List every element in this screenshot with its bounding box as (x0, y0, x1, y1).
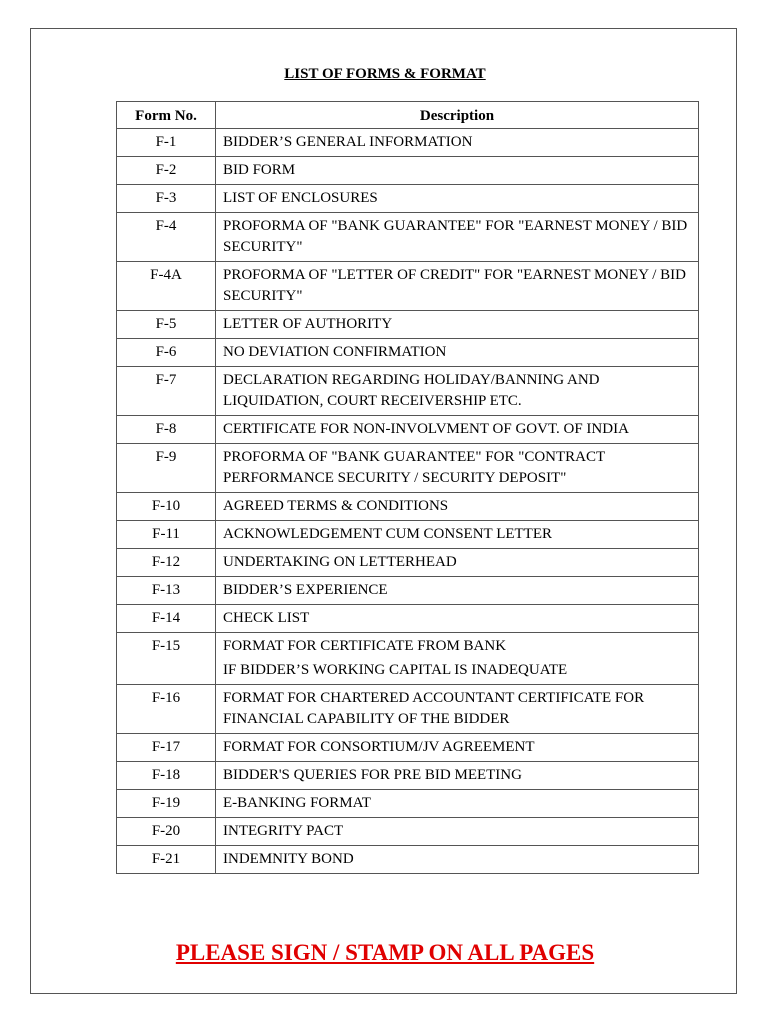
form-no-cell: F-4 (117, 213, 216, 262)
header-description: Description (216, 102, 699, 129)
table-row (117, 734, 699, 762)
form-no-cell: F-4A (117, 262, 216, 311)
form-no-cell: F-10 (117, 493, 216, 521)
description-cell: LIST OF ENCLOSURES (216, 185, 699, 213)
description-cell: PROFORMA OF "LETTER OF CREDIT" FOR "EARNEST MONEY / BID SECURITY" (216, 262, 699, 311)
table-row (117, 790, 699, 818)
table-row (117, 846, 699, 874)
form-no-cell: F-3 (117, 185, 216, 213)
form-no-cell: F-7 (117, 367, 216, 416)
table-row (117, 605, 699, 633)
table-row (117, 633, 699, 685)
description-cell: BIDDER'S QUERIES FOR PRE BID MEETING (216, 762, 699, 790)
form-no-cell: F-1 (117, 129, 216, 157)
form-no-cell: F-9 (117, 444, 216, 493)
table-row (117, 129, 699, 157)
description-cell: BIDDER’S EXPERIENCE (216, 577, 699, 605)
description-cell: CHECK LIST (216, 605, 699, 633)
sign-stamp-notice: PLEASE SIGN / STAMP ON ALL PAGES (175, 940, 595, 965)
table-row (117, 549, 699, 577)
description-line: FORMAT FOR CERTIFICATE FROM BANK (223, 638, 507, 654)
description-cell: LETTER OF AUTHORITY (216, 311, 699, 339)
table-row (117, 521, 699, 549)
table-row (117, 444, 699, 493)
table-row (117, 577, 699, 605)
description-cell: ACKNOWLEDGEMENT CUM CONSENT LETTER (216, 521, 699, 549)
form-no-cell: F-12 (117, 549, 216, 577)
table-row (117, 416, 699, 444)
table-header-row (117, 102, 699, 129)
table-row (117, 339, 699, 367)
form-no-cell: F-13 (117, 577, 216, 605)
form-no-cell: F-14 (117, 605, 216, 633)
description-cell: E-BANKING FORMAT (216, 790, 699, 818)
table-row (117, 685, 699, 734)
header-form-no: Form No. (117, 102, 216, 129)
form-no-cell: F-15 (117, 633, 216, 685)
table-row (117, 157, 699, 185)
table-row (117, 185, 699, 213)
form-no-cell: F-5 (117, 311, 216, 339)
form-no-cell: F-16 (117, 685, 216, 734)
form-no-cell: F-19 (117, 790, 216, 818)
description-line: IF BIDDER’S WORKING CAPITAL IS INADEQUATE (223, 662, 568, 678)
description-cell: PROFORMA OF "BANK GUARANTEE" FOR "EARNEST MONEY / BID SECURITY" (216, 213, 699, 262)
form-no-cell: F-8 (117, 416, 216, 444)
forms-table (116, 101, 699, 874)
description-cell: PROFORMA OF "BANK GUARANTEE" FOR "CONTRACT PERFORMANCE SECURITY / SECURITY DEPOSIT" (216, 444, 699, 493)
form-no-cell: F-21 (117, 846, 216, 874)
description-cell: INTEGRITY PACT (216, 818, 699, 846)
description-cell: FORMAT FOR CONSORTIUM/JV AGREEMENT (216, 734, 699, 762)
table-row (117, 367, 699, 416)
description-cell: FORMAT FOR CHARTERED ACCOUNTANT CERTIFICATE FOR FINANCIAL CAPABILITY OF THE BIDDER (216, 685, 699, 734)
description-cell: CERTIFICATE FOR NON-INVOLVMENT OF GOVT. OF INDIA (216, 416, 699, 444)
form-no-cell: F-2 (117, 157, 216, 185)
table-row (117, 818, 699, 846)
description-cell: UNDERTAKING ON LETTERHEAD (216, 549, 699, 577)
description-cell: DECLARATION REGARDING HOLIDAY/BANNING AND LIQUIDATION, COURT RECEIVERSHIP ETC. (216, 367, 699, 416)
form-no-cell: F-17 (117, 734, 216, 762)
description-cell: BIDDER’S GENERAL INFORMATION (216, 129, 699, 157)
table-row (117, 762, 699, 790)
form-no-cell: F-20 (117, 818, 216, 846)
table-row (117, 262, 699, 311)
description-cell: INDEMNITY BOND (216, 846, 699, 874)
description-cell: BID FORM (216, 157, 699, 185)
description-cell: NO DEVIATION CONFIRMATION (216, 339, 699, 367)
form-no-cell: F-6 (117, 339, 216, 367)
table-row (117, 213, 699, 262)
table-row (117, 493, 699, 521)
description-cell: AGREED TERMS & CONDITIONS (216, 493, 699, 521)
page-title: LIST OF FORMS & FORMAT (284, 66, 486, 82)
description-cell (216, 633, 699, 685)
table-row (117, 311, 699, 339)
form-no-cell: F-18 (117, 762, 216, 790)
form-no-cell: F-11 (117, 521, 216, 549)
